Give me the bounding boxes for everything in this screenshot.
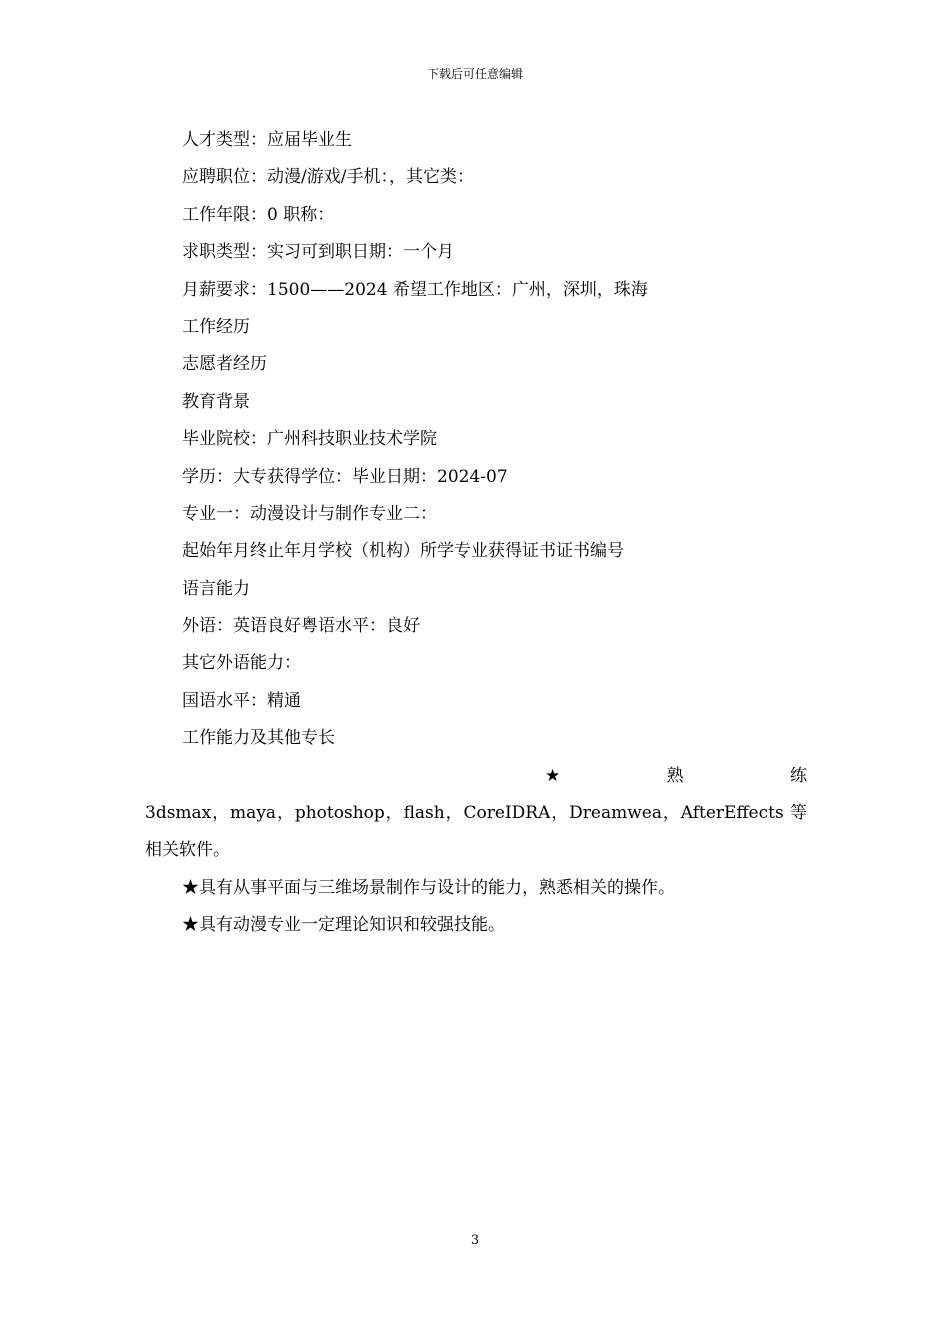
education-heading: 教育背景 — [182, 391, 250, 412]
work-experience-heading: 工作经历 — [182, 316, 250, 337]
skill-word-proficient-2: 练 — [790, 765, 807, 786]
foreign-language-line: 外语：英语良好粤语水平：良好 — [182, 616, 420, 637]
job-type-line: 求职类型：实习可到职日期：一个月 — [182, 242, 454, 263]
skill-paragraph-software — [145, 758, 807, 870]
mandarin-line: 国语水平：精通 — [182, 690, 301, 711]
salary-line: 月薪要求：1500——2024 希望工作地区：广州，深圳，珠海 — [182, 279, 648, 300]
page-header-note: 下载后可任意编辑 — [426, 67, 523, 81]
document-body — [145, 122, 807, 945]
page-number: 3 — [470, 1233, 480, 1248]
applied-position-line: 应聘职位：动漫/游戏/手机：，其它类： — [182, 167, 474, 188]
skill-word-proficient-1: 熟 — [666, 765, 684, 786]
school-line: 毕业院校：广州科技职业技术学院 — [182, 429, 437, 450]
other-language-line: 其它外语能力： — [182, 653, 301, 674]
language-heading: 语言能力 — [182, 578, 250, 599]
volunteer-experience-heading: 志愿者经历 — [182, 354, 267, 375]
skill-software-text: 3dsmax，maya，photoshop，flash，CoreIDRA，Dreamwea，AfterEffects 等相关软件。 — [145, 803, 807, 861]
certificate-header-line: 起始年月终止年月学校（机构）所学专业获得证书证书编号 — [182, 541, 624, 562]
work-years-line: 工作年限：0 职称： — [182, 204, 335, 225]
skill-paragraph-design: ★具有从事平面与三维场景制作与设计的能力，熟悉相关的操作。 — [182, 877, 675, 898]
talent-type-line: 人才类型：应届毕业生 — [182, 130, 352, 150]
skills-heading: 工作能力及其他专长 — [182, 728, 335, 749]
skill-first-line — [145, 758, 807, 795]
degree-line: 学历：大专获得学位：毕业日期：2024-07 — [182, 466, 508, 487]
major-line: 专业一：动漫设计与制作专业二： — [182, 503, 437, 524]
star-icon: ★ — [545, 765, 561, 786]
skill-paragraph-theory: ★具有动漫专业一定理论知识和较强技能。 — [182, 915, 505, 936]
